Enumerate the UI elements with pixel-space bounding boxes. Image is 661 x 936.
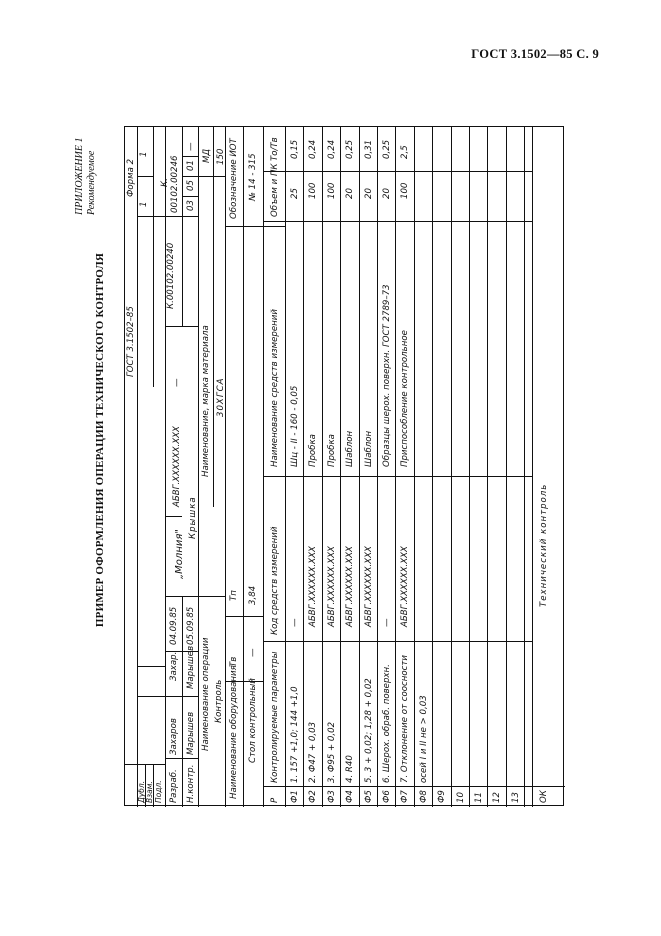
grid-vline bbox=[165, 516, 182, 517]
control-operation-form bbox=[124, 126, 564, 806]
row-code: АБВГ.XXXXXX.XXX bbox=[363, 546, 374, 627]
grid-vline bbox=[137, 666, 165, 667]
grid-hline bbox=[506, 127, 507, 807]
row-p: 12 bbox=[492, 792, 503, 803]
header-toto: То/Тв bbox=[270, 137, 280, 161]
row-name: Образцы шерох. поверхн. ГОСТ 2789–73 bbox=[382, 284, 392, 467]
grid-vline bbox=[198, 176, 225, 177]
sheet-number: 1 bbox=[139, 151, 149, 157]
header-p: Р bbox=[270, 797, 280, 803]
row-code: АБВГ.XXXXXX.XXX bbox=[345, 546, 356, 627]
label-developed: Разраб. bbox=[169, 769, 179, 803]
equipment-label: Наименование оборудования bbox=[229, 665, 239, 799]
label-checked: Н.контр. bbox=[186, 764, 196, 803]
row-obj: 20 bbox=[363, 188, 374, 199]
grid-hline bbox=[182, 127, 183, 327]
op-code-a: 03 bbox=[186, 200, 196, 211]
material-label: Наименование, марка материала bbox=[201, 325, 211, 477]
row-time: 0,25 bbox=[345, 139, 356, 159]
row-name: Приспособление контрольное bbox=[400, 330, 411, 467]
grid-hline bbox=[487, 127, 488, 807]
grid-hline bbox=[432, 127, 433, 807]
op-name-label: Наименование операции bbox=[201, 637, 211, 751]
ok-text: Технический контроль bbox=[539, 483, 549, 607]
row-param: 5. 3 + 0,02; 1,28 + 0,02 bbox=[363, 678, 374, 783]
grid-hline bbox=[137, 127, 138, 807]
op-code-c: 01 bbox=[186, 160, 196, 171]
row-p: Ф7 bbox=[400, 790, 411, 803]
label-vzam: Взам. bbox=[145, 781, 154, 803]
grid-vline bbox=[532, 786, 565, 787]
md-label: МД bbox=[202, 148, 212, 163]
grid-hline bbox=[451, 127, 452, 807]
md-value: 150 bbox=[216, 148, 226, 165]
grid-vline bbox=[137, 696, 165, 697]
header-obj: Объем и ПК bbox=[270, 163, 280, 217]
page-header: ГОСТ 3.1502—85 С. 9 bbox=[471, 47, 599, 61]
header-name: Наименование средств измерений bbox=[270, 309, 280, 467]
grid-hline bbox=[213, 127, 214, 507]
grid-vline bbox=[263, 221, 532, 222]
grid-hline bbox=[243, 127, 244, 807]
tv-label: Тв bbox=[229, 656, 239, 667]
appendix-subtitle: Рекомендуемое bbox=[86, 150, 97, 215]
row-time: 0,15 bbox=[290, 139, 300, 159]
row-code: АБВГ.XXXXXX.XXX bbox=[400, 546, 411, 627]
row-time: 2,5 bbox=[400, 145, 411, 159]
grid-hline bbox=[359, 127, 360, 807]
tv-value: — bbox=[248, 648, 258, 657]
appendix-title: ПРИЛОЖЕНИЕ 1 bbox=[74, 137, 85, 215]
grid-hline bbox=[322, 127, 323, 807]
dash-1: — bbox=[172, 378, 182, 387]
label-dubl: Дубл. bbox=[137, 780, 146, 803]
caption-wrapper bbox=[92, 190, 112, 690]
ok-label: ОК bbox=[539, 790, 549, 803]
grid-vline bbox=[165, 651, 198, 652]
row-code: АБВГ.XXXXXX.XXX bbox=[308, 546, 319, 627]
grid-vline bbox=[225, 226, 263, 227]
tp-value: 3,84 bbox=[248, 585, 258, 605]
grid-hline bbox=[395, 127, 396, 807]
document-number-right: 00102.00246 bbox=[170, 155, 180, 213]
row-p: 13 bbox=[510, 792, 521, 803]
grid-vline bbox=[125, 764, 165, 765]
row-name: Шаблон bbox=[363, 430, 374, 467]
row-code: АБВГ.XXXXXX.XXX bbox=[326, 546, 337, 627]
grid-vline bbox=[165, 596, 225, 597]
grid-vline bbox=[137, 176, 153, 177]
developer-date: 04.09.85 bbox=[169, 606, 179, 645]
document-code: АБВГ.XXXXXX.XXX bbox=[172, 426, 182, 507]
grid-hline bbox=[182, 597, 183, 807]
grid-hline bbox=[145, 765, 146, 807]
row-time: 0,24 bbox=[326, 139, 337, 159]
row-code: — bbox=[290, 618, 300, 627]
developer-sign: Захар. bbox=[169, 651, 179, 681]
document-number-right-prefix: К. bbox=[160, 178, 170, 187]
row-name: Пробка bbox=[326, 434, 337, 467]
material-value: 30ХГСА bbox=[216, 377, 226, 417]
op-code-b: 05 bbox=[186, 180, 196, 191]
row-obj: 100 bbox=[308, 182, 319, 199]
label-podl: Подл. bbox=[154, 780, 163, 803]
organization: „Молния" bbox=[174, 529, 185, 579]
grid-hline bbox=[263, 127, 264, 807]
row-name: Шц - II - 160 - 0,05 bbox=[290, 385, 300, 467]
rotated-form bbox=[125, 127, 565, 807]
header-code: Код средств измерений bbox=[270, 526, 280, 635]
grid-hline bbox=[469, 127, 470, 807]
row-p: Ф1 bbox=[290, 790, 300, 803]
row-time: 0,25 bbox=[382, 139, 392, 159]
checker-sign: Марышев bbox=[186, 645, 196, 689]
grid-hline bbox=[303, 127, 304, 807]
grid-vline bbox=[137, 216, 198, 217]
gost-reference: ГОСТ 3.1502–85 bbox=[126, 306, 136, 377]
row-time: 0,24 bbox=[308, 139, 319, 159]
row-param: 2. Ф47 + 0,03 bbox=[308, 721, 319, 783]
row-p: Ф2 bbox=[308, 790, 319, 803]
row-code: — bbox=[382, 618, 392, 627]
row-p: Ф9 bbox=[437, 790, 448, 803]
grid-vline bbox=[263, 171, 532, 172]
part-name: Крышка bbox=[188, 496, 198, 539]
row-obj: 20 bbox=[345, 188, 356, 199]
sheet-total: 1 bbox=[139, 201, 149, 207]
row-p: Ф3 bbox=[326, 790, 337, 803]
grid-hline bbox=[225, 127, 226, 807]
grid-hline bbox=[524, 127, 525, 807]
row-obj: 25 bbox=[290, 188, 300, 199]
grid-vline bbox=[263, 476, 532, 477]
grid-vline bbox=[182, 196, 198, 197]
grid-hline bbox=[377, 127, 378, 807]
grid-vline bbox=[263, 641, 532, 642]
grid-vline bbox=[182, 156, 198, 157]
row-p: Ф8 bbox=[418, 790, 429, 803]
row-p: Ф5 bbox=[363, 790, 374, 803]
tp-label: Тп bbox=[229, 590, 239, 601]
grid-vline bbox=[263, 226, 285, 227]
developer-name: Захаров bbox=[169, 718, 179, 755]
row-p: 10 bbox=[455, 792, 466, 803]
equipment-value: Стол контрольный bbox=[248, 678, 258, 763]
doc-label: Обозначение ИОТ bbox=[229, 138, 239, 219]
row-p: Ф4 bbox=[345, 790, 356, 803]
iot-number: № 14 - 315 bbox=[248, 153, 258, 201]
grid-vline bbox=[225, 681, 263, 682]
grid-hline bbox=[198, 127, 199, 807]
row-p: Ф6 bbox=[382, 790, 392, 803]
grid-vline bbox=[225, 616, 263, 617]
row-obj: 20 bbox=[382, 188, 392, 199]
document-caption: ПРИМЕР ОФОРМЛЕНИЯ ОПЕРАЦИИ ТЕХНИЧЕСКОГО КОНТРОЛЯ bbox=[94, 252, 106, 628]
grid-hline bbox=[414, 127, 415, 807]
form-number: Форма 2 bbox=[126, 158, 136, 197]
row-param: 6. Шерох. обраб. поверхн. bbox=[382, 664, 392, 783]
grid-vline bbox=[165, 326, 198, 327]
row-time: 0,31 bbox=[363, 139, 374, 159]
grid-vline bbox=[165, 758, 198, 759]
row-p: 11 bbox=[474, 792, 484, 803]
row-obj: 100 bbox=[400, 182, 411, 199]
checker-date: 05.09.85 bbox=[186, 606, 196, 645]
dash-2: — bbox=[186, 142, 196, 151]
row-param: 3. Ф95 + 0,02 bbox=[326, 721, 337, 783]
row-param: осей I и II не > 0,03 bbox=[418, 695, 429, 783]
grid-hline bbox=[340, 127, 341, 807]
grid-vline bbox=[263, 786, 532, 787]
grid-hline bbox=[153, 765, 154, 807]
row-param: 4. R40 bbox=[345, 755, 356, 783]
row-param: 1. 157 +1,0; 144 +1,0 bbox=[290, 686, 300, 783]
header-params: Контролируемые параметры bbox=[270, 651, 280, 783]
grid-vline bbox=[165, 696, 198, 697]
row-name: Пробка bbox=[308, 434, 319, 467]
op-name: Контроль bbox=[214, 679, 224, 723]
row-param: 7. Отклонение от соосности bbox=[400, 655, 411, 783]
row-name: Шаблон bbox=[345, 430, 356, 467]
checker-name: Марышев bbox=[186, 711, 196, 755]
grid-hline bbox=[285, 127, 286, 807]
grid-hline bbox=[165, 127, 166, 807]
grid-vline bbox=[182, 176, 198, 177]
row-obj: 100 bbox=[326, 182, 337, 199]
grid-hline bbox=[153, 127, 154, 387]
grid-hline bbox=[532, 127, 533, 807]
document-number-left: К.00102.00240 bbox=[166, 242, 176, 309]
